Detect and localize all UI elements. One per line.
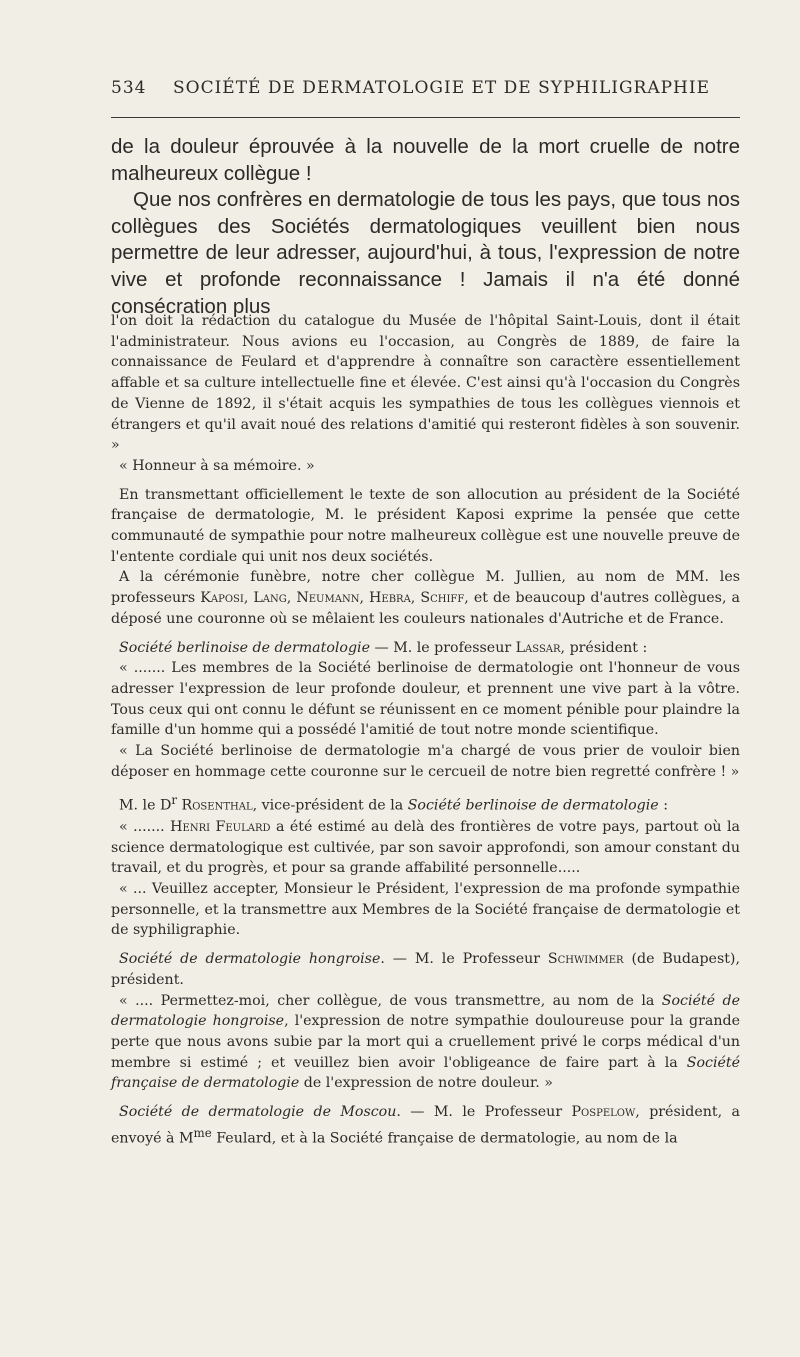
person-name: Kaposi [200,590,244,607]
superscript: me [193,1125,212,1140]
paragraph [111,817,740,879]
text-run: (de Budapest), président. [111,951,740,988]
person-name: Pospelow [571,1104,636,1121]
text-run: , président : [560,639,648,656]
text-run: A la cérémonie funèbre, notre cher collègue M. Jullien, au nom de MM. les professeurs [111,569,740,607]
running-title: SOCIÉTÉ DE DERMATOLOGIE ET DE SYPHILIGRAPHIE [173,78,711,98]
quoted-text [111,311,740,1149]
society-name: Société de dermatologie hongroise [119,951,381,968]
paragraph [111,949,740,990]
person-name: Lassar [515,639,561,656]
paragraph [111,638,740,659]
paragraph [111,991,740,1095]
text-run: , vice-président de la [252,798,408,815]
person-name: Schwimmer [547,951,624,968]
paragraph: « Honneur à sa mémoire. » [119,457,315,474]
person-name: Rosenthal [181,798,253,815]
text-run: « .... Permettez-moi, cher collègue, de vous transmettre, au nom de la [119,992,662,1009]
lead-paragraph: Que nos confrères en dermatologie de tous les pays, que tous nos collègues des Sociétés dermatologiques veuillent bien nous permettre de leur adresser, aujourd'hui, à tous, l'expression de notre vive et profonde reconnaissance ! Jamais il n'a été donné consécration plus [111,188,740,318]
text-run: . — M. le Professeur [396,1104,572,1121]
paragraph: En transmettant officiellement le texte de son allocution au président de la Société française de dermatologie, M. le président Kaposi exprime la pensée que cette communauté de sympathie pour notre malheureux collègue est une nouvelle preuve de l'entente cordiale qui unit nos deux sociétés. [111,486,740,565]
header-rule [111,117,740,118]
text-run: a été estimé au delà des frontières de votre pays, partout où la science dermatologique est cultivée, par son savoir approfondi, son amour constant du travail, et du progrès, et pour sa grande affabilité personnelle..... [111,818,740,877]
text-run: Feulard, et à la Société française de dermatologie, au nom de la [211,1130,678,1147]
page-number: 534 [111,78,147,98]
paragraph: A la cérémonie funèbre, notre cher collègue M. Jullien, au nom de MM. les professeurs Kaposi, Lang, Neumann, Hebra, Schiff, et de beaucoup d'autres collègues, a déposé une couronne où se mêlaient les couleurs nationales d'Autriche et de France. [111,569,740,627]
text-run: de l'expression de notre douleur. » [299,1075,553,1092]
society-name: Société berlinoise de dermatologie [407,798,659,815]
text-run: : [658,798,668,815]
text-run: — M. le professeur [369,639,516,656]
paragraph: « ... Veuillez accepter, Monsieur le Président, l'expression de ma profonde sympathie personnelle, et la transmettre aux Membres de la Société française de dermatologie et de syphiligraphie. [111,881,740,939]
person-name: Neumann [296,590,360,607]
society-name: Société française de dermatologie [111,1054,740,1092]
person-name: Henri Feulard [170,818,271,835]
society-name: Société de dermatologie hongroise [111,992,740,1030]
person-name: Lang [253,590,287,607]
lead-paragraph: de la douleur éprouvée à la nouvelle de la mort cruelle de notre malheureux collègue ! [111,135,740,185]
text-run: . — M. le Professeur [380,951,548,968]
paragraph: « ....... Les membres de la Société berlinoise de dermatologie ont l'honneur de vous adresser l'expression de leur profonde douleur, et prennent une vive part à la vôtre. Tous ceux qui ont connu le défunt se réunissent en ce moment pénible pour plaindre la famille d'un homme qui a possédé l'amitié de tout notre monde scientifique. [111,660,740,739]
paragraph: « La Société berlinoise de dermatologie m'a chargé de vous prier de vouloir bien déposer en hommage cette couronne sur le cercueil de notre bien regretté confrère ! » [111,743,740,780]
running-header [111,78,740,104]
paragraph [111,1102,740,1149]
society-name: Société de dermatologie de Moscou [119,1104,397,1121]
text-run: « ....... [119,818,171,835]
person-name: Schiff [420,590,465,607]
person-name: Hebra [369,590,411,607]
superscript: r [171,793,178,808]
text-run: , président, a envoyé à M [111,1104,740,1147]
main-text [111,134,740,320]
text-run: , l'expression de notre sympathie douloureuse pour la grande perte que nous avons subie par la mort qui a cruellement privé le corps médical d'un membre si estimé ; et veuillez bien avoir l'obligeance de faire part à la [111,1013,740,1071]
text-run: M. le D [119,798,172,815]
paragraph: l'on doit la rédaction du catalogue du Musée de l'hôpital Saint-Louis, dont il était l'administrateur. Nous avions eu l'occasion, au Congrès de 1889, de faire la connaissance de Feulard et d'apprendre à connaître son caractère essentiellement affable et sa culture intellectuelle fine et élevée. C'est ainsi qu'à l'occasion du Congrès de Vienne de 1892, il s'était acquis les sympathies de tous les collègues viennois et étrangers et qu'il avait noué des relations d'amitié qui resteront fidèles à son souvenir. » [111,313,740,454]
paragraph [111,790,740,816]
text-run: , et de beaucoup d'autres collègues, a déposé une couronne où se mêlaient les couleurs nationales d'Autriche et de France. [111,590,740,627]
society-name: Société berlinoise de dermatologie [119,639,370,656]
